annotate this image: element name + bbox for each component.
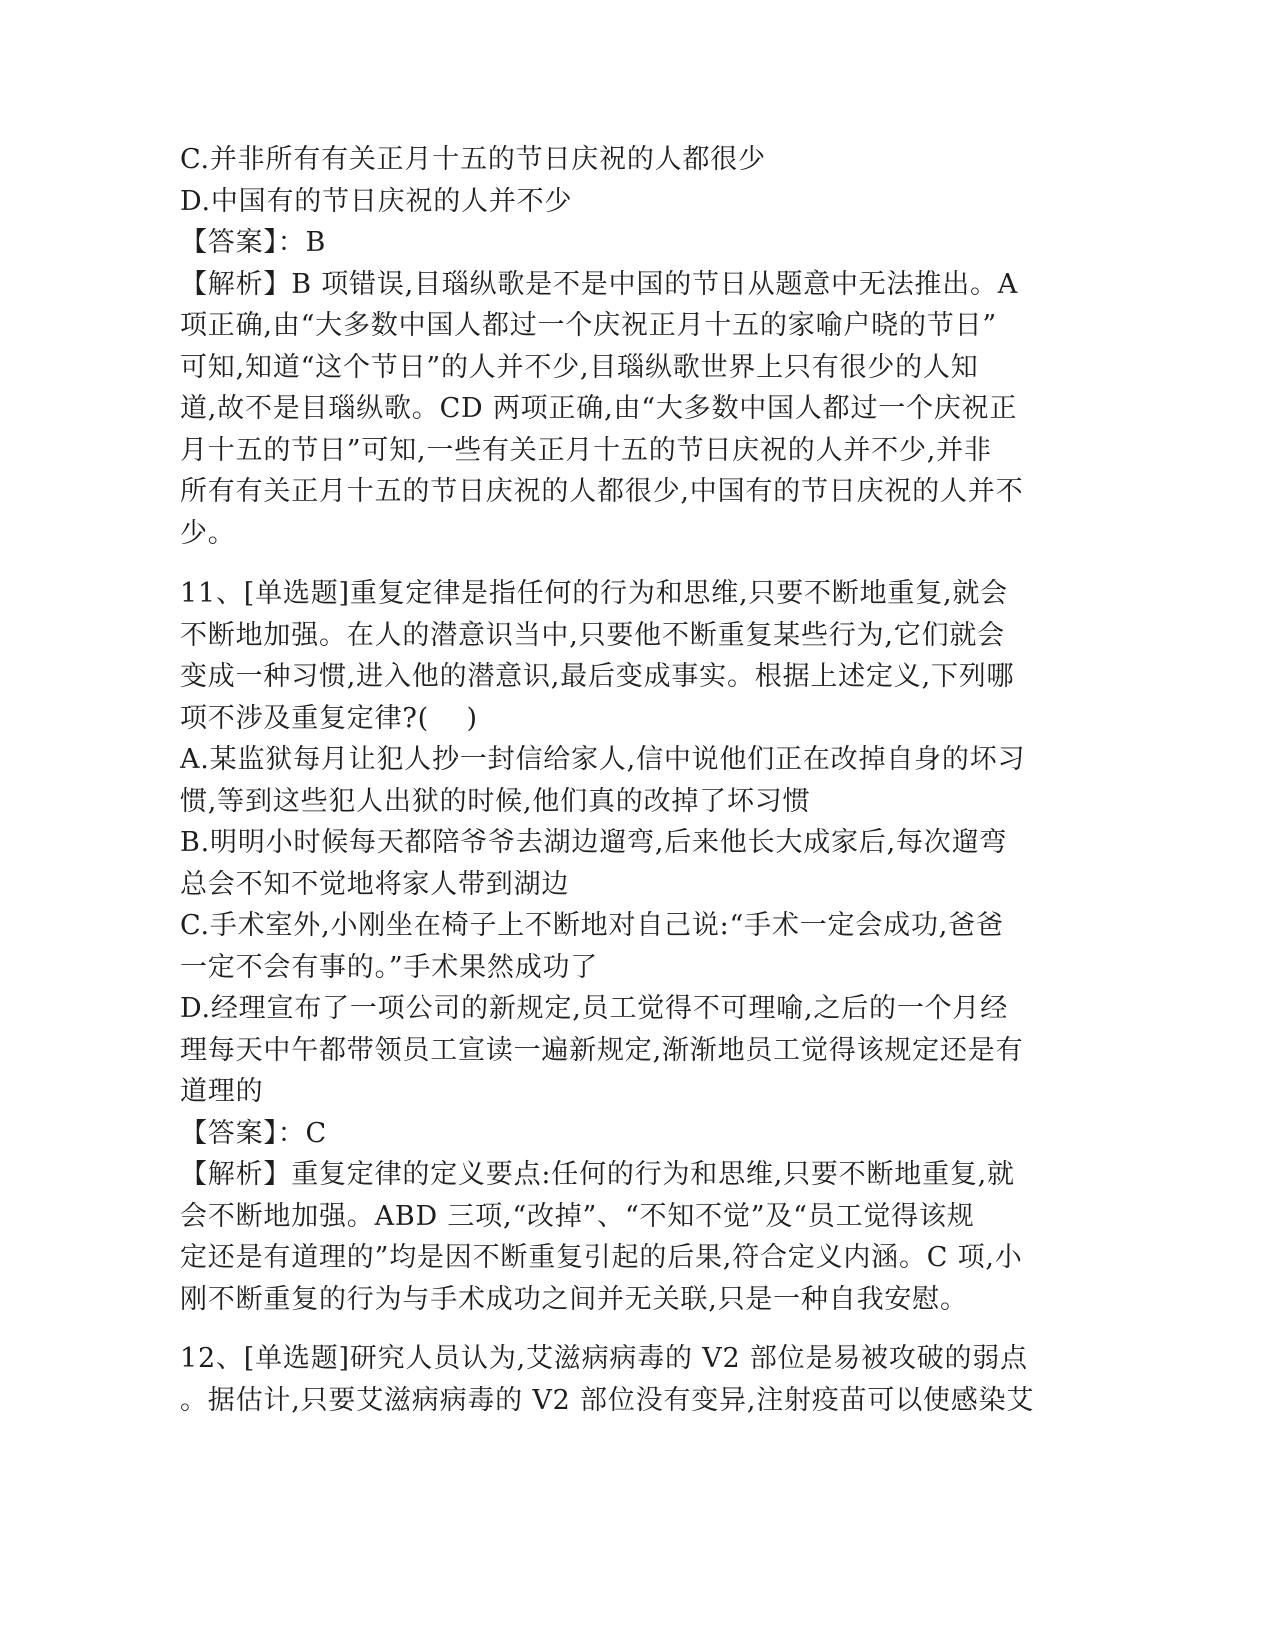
q11-analysis-line: 刚不断重复的行为与手术成功之间并无关联,只是一种自我安慰。 xyxy=(180,1283,968,1315)
q11-analysis-line: 会不断地加强。ABD 三项,“改掉”、“不知不觉”及“员工觉得该规 xyxy=(180,1200,975,1232)
q10-answer: 【答案】：B xyxy=(180,227,327,258)
q12-stem-line: 。据估计,只要艾滋病病毒的 V2 部位没有变异,注射疫苗可以使感染艾 xyxy=(180,1384,1035,1416)
question-10-tail xyxy=(180,139,1180,554)
q11-option-d: D.经理宣布了一项公司的新规定,员工觉得不可理喻,之后的一个月经 xyxy=(180,993,1009,1024)
q10-analysis-line: 所有有关正月十五的节日庆祝的人都很少,中国有的节日庆祝的人并不 xyxy=(180,476,1024,507)
q11-option-d: 理每天中午都带领员工宣读一遍新规定,渐渐地员工觉得该规定还是有 xyxy=(180,1034,1024,1066)
q11-option-c: C.手术室外,小刚坐在椅子上不断地对自己说:“手术一定会成功,爸爸 xyxy=(180,910,1004,941)
q11-answer: 【答案】：C xyxy=(180,1117,327,1149)
q11-stem-line: 项不涉及重复定律?( ) xyxy=(180,702,478,734)
document-page xyxy=(180,139,1180,1421)
q10-analysis-line: 可知,知道“这个节日”的人并不少,目瑙纵歌世界上只有很少的人知 xyxy=(180,351,979,383)
question-11 xyxy=(180,573,1180,1320)
question-12 xyxy=(180,1338,1180,1421)
q11-stem-line: 11、[单选题]重复定律是指任何的行为和思维,只要不断地重复,就会 xyxy=(180,578,1008,609)
q11-analysis-line: 【解析】重复定律的定义要点:任何的行为和思维,只要不断地重复,就 xyxy=(180,1159,1015,1190)
q10-option-c: C.并非所有有关正月十五的节日庆祝的人都很少 xyxy=(180,144,766,175)
q10-analysis-line: 道,故不是目瑙纵歌。CD 两项正确,由“大多数中国人都过一个庆祝正 xyxy=(180,393,1018,424)
q11-analysis-line: 定还是有道理的”均是因不断重复引起的后果,符合定义内涵。C 项,小 xyxy=(180,1242,1023,1273)
q11-option-b: 总会不知不觉地将家人带到湖边 xyxy=(180,868,570,900)
q11-option-c: 一定不会有事的。”手术果然成功了 xyxy=(180,951,599,983)
q10-analysis-line: 少。 xyxy=(180,517,236,549)
q10-option-d: D.中国有的节日庆祝的人并不少 xyxy=(180,185,573,217)
q10-analysis-line: 月十五的节日”可知,一些有关正月十五的节日庆祝的人并不少,并非 xyxy=(180,434,992,466)
q11-option-d: 道理的 xyxy=(180,1076,264,1107)
q12-stem-line: 12、[单选题]研究人员认为,艾滋病病毒的 V2 部位是易被攻破的弱点 xyxy=(180,1343,1028,1374)
q11-stem-line: 变成一种习惯,进入他的潜意识,最后变成事实。根据上述定义,下列哪 xyxy=(180,661,1015,692)
q10-analysis-line: 【解析】B 项错误,目瑙纵歌是不是中国的节日从题意中无法推出。A xyxy=(180,268,1019,300)
q11-option-a: 惯,等到这些犯人出狱的时候,他们真的改掉了坏习惯 xyxy=(180,785,811,817)
q11-option-b: B.明明小时候每天都陪爷爷去湖边遛弯,后来他长大成家后,每次遛弯 xyxy=(180,827,1008,858)
q10-analysis-line: 项正确,由“大多数中国人都过一个庆祝正月十五的家喻户晓的节日” xyxy=(180,310,997,341)
q11-option-a: A.某监狱每月让犯人抄一封信给家人,信中说他们正在改掉自身的坏习 xyxy=(180,744,1026,775)
q11-stem-line: 不断地加强。在人的潜意识当中,只要他不断重复某些行为,它们就会 xyxy=(180,619,1005,651)
